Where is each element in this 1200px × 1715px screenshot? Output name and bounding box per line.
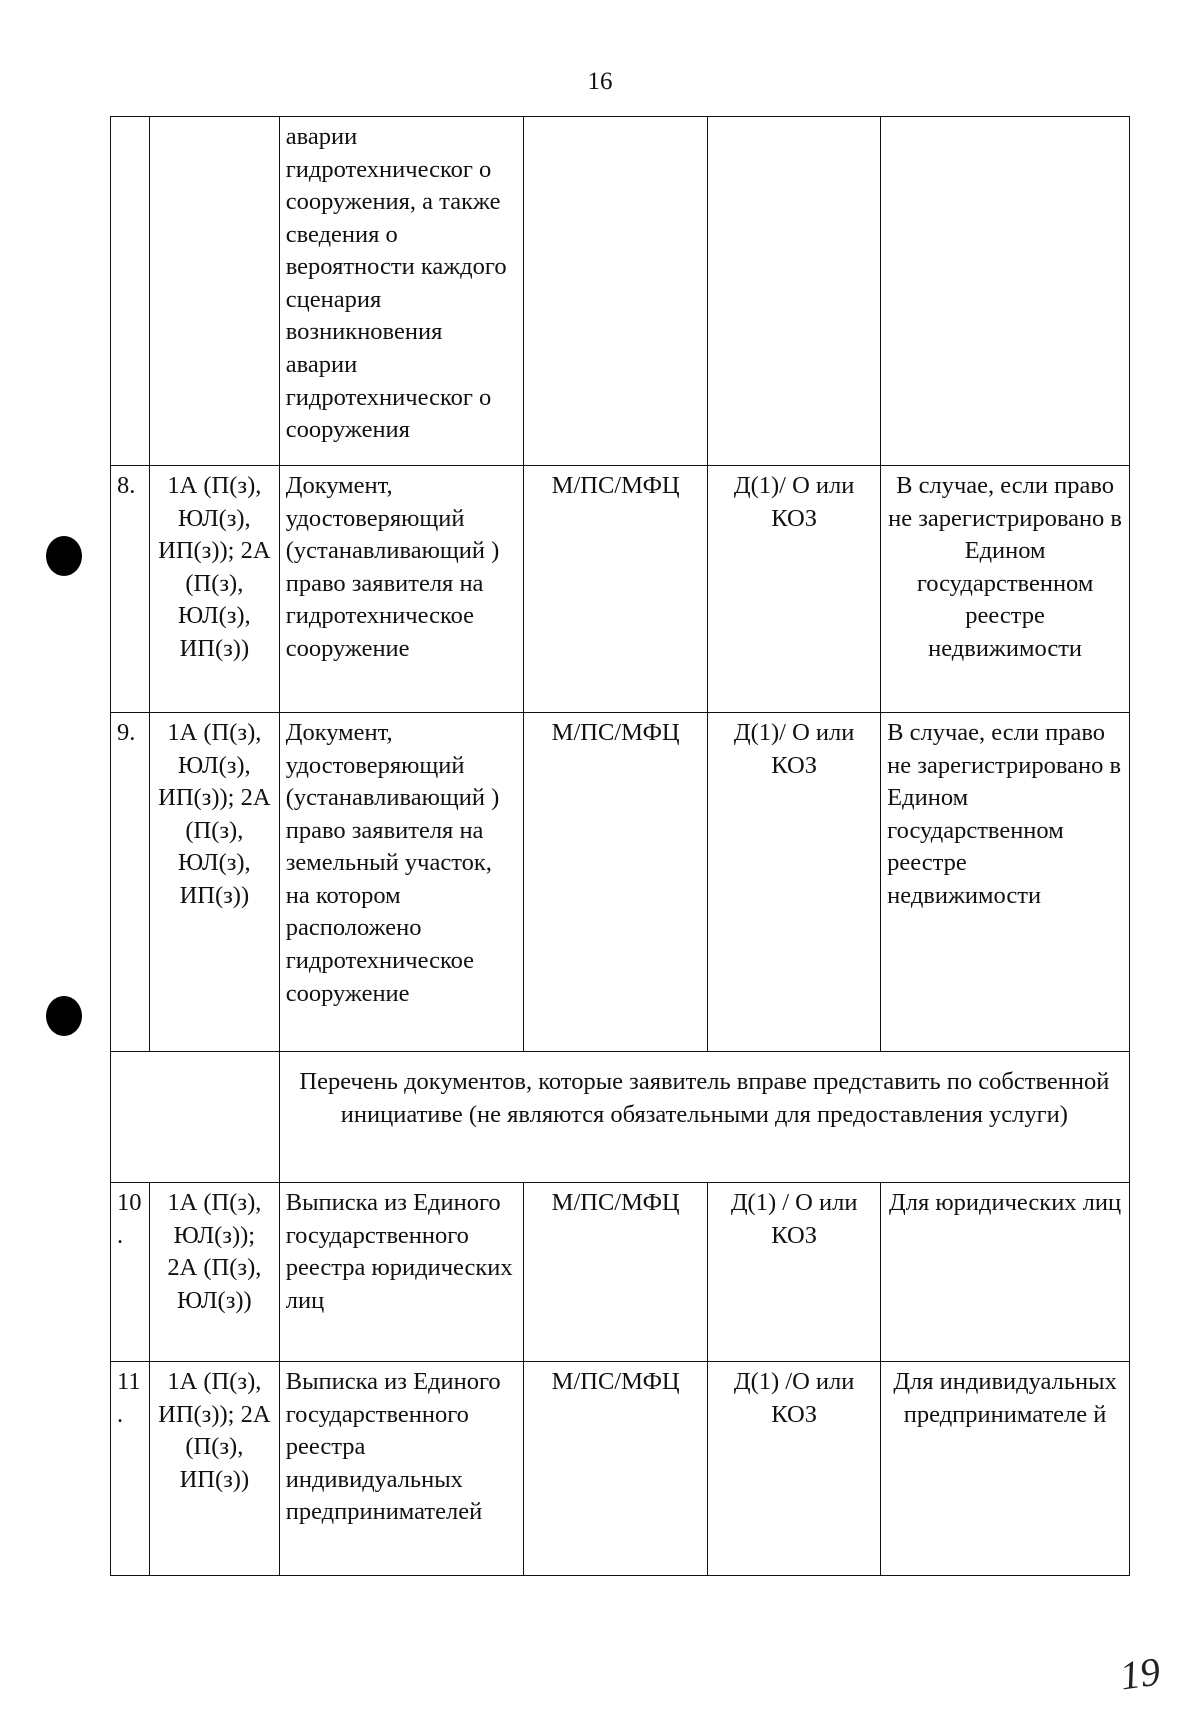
documents-table <box>110 116 1130 1576</box>
document-cell: Документ, удостоверяющий (устанавливающий ) право заявителя на земельный участок, на котором расположено гидротехническое сооружение <box>279 713 523 1052</box>
note-cell: Для индивидуальных предпринимателе й <box>881 1362 1130 1576</box>
table-row <box>111 466 1130 713</box>
row-number-cell <box>111 117 150 466</box>
category-cell <box>149 117 279 466</box>
category-cell: 1А (П(з), ЮЛ(з), ИП(з)); 2А (П(з), ЮЛ(з), ИП(з)) <box>149 713 279 1052</box>
section-title: Перечень документов, которые заявитель вправе представить по собственной инициативе (не являются обязательными для предоставления услуги) <box>279 1052 1129 1183</box>
section-header-row <box>111 1052 1130 1183</box>
document-cell: Выписка из Единого государственного реестра индивидуальных предпринимателей <box>279 1362 523 1576</box>
method-cell: М/ПС/МФЦ <box>524 713 708 1052</box>
category-cell: 1А (П(з), ЮЛ(з), ИП(з)); 2А (П(з), ЮЛ(з), ИП(з)) <box>149 466 279 713</box>
form-cell: Д(1)/ О или КОЗ <box>708 466 881 713</box>
binder-hole <box>46 996 82 1036</box>
row-number-cell: 8. <box>111 466 150 713</box>
method-cell: М/ПС/МФЦ <box>524 1362 708 1576</box>
handwritten-sheet-number: 19 <box>1117 1648 1163 1699</box>
method-cell: М/ПС/МФЦ <box>524 466 708 713</box>
document-cell: Выписка из Единого государственного реестра юридических лиц <box>279 1183 523 1362</box>
form-cell: Д(1) / О или КОЗ <box>708 1183 881 1362</box>
document-cell: Документ, удостоверяющий (устанавливающий ) право заявителя на гидротехническое сооружение <box>279 466 523 713</box>
table-row <box>111 713 1130 1052</box>
note-cell: Для юридических лиц <box>881 1183 1130 1362</box>
binder-hole <box>46 536 82 576</box>
document-cell: аварии гидротехническог о сооружения, а также сведения о вероятности каждого сценария возникновения аварии гидротехническог о сооружения <box>279 117 523 466</box>
form-cell: Д(1) /О или КОЗ <box>708 1362 881 1576</box>
form-cell: Д(1)/ О или КОЗ <box>708 713 881 1052</box>
category-cell: 1А (П(з), ИП(з)); 2А (П(з), ИП(з)) <box>149 1362 279 1576</box>
note-cell: В случае, если право не зарегистрировано в Едином государственном реестре недвижимости <box>881 466 1130 713</box>
form-cell <box>708 117 881 466</box>
row-number-cell: 11. <box>111 1362 150 1576</box>
note-cell: В случае, если право не зарегистрировано в Едином государственном реестре недвижимости <box>881 713 1130 1052</box>
category-cell: 1А (П(з), ЮЛ(з)); 2А (П(з), ЮЛ(з)) <box>149 1183 279 1362</box>
section-empty-cell <box>111 1052 280 1183</box>
page-number: 16 <box>587 68 613 95</box>
method-cell: М/ПС/МФЦ <box>524 1183 708 1362</box>
table-row <box>111 1362 1130 1576</box>
table-row <box>111 1183 1130 1362</box>
row-number-cell: 9. <box>111 713 150 1052</box>
note-cell <box>881 117 1130 466</box>
method-cell <box>524 117 708 466</box>
row-number-cell: 10. <box>111 1183 150 1362</box>
table-row <box>111 117 1130 466</box>
